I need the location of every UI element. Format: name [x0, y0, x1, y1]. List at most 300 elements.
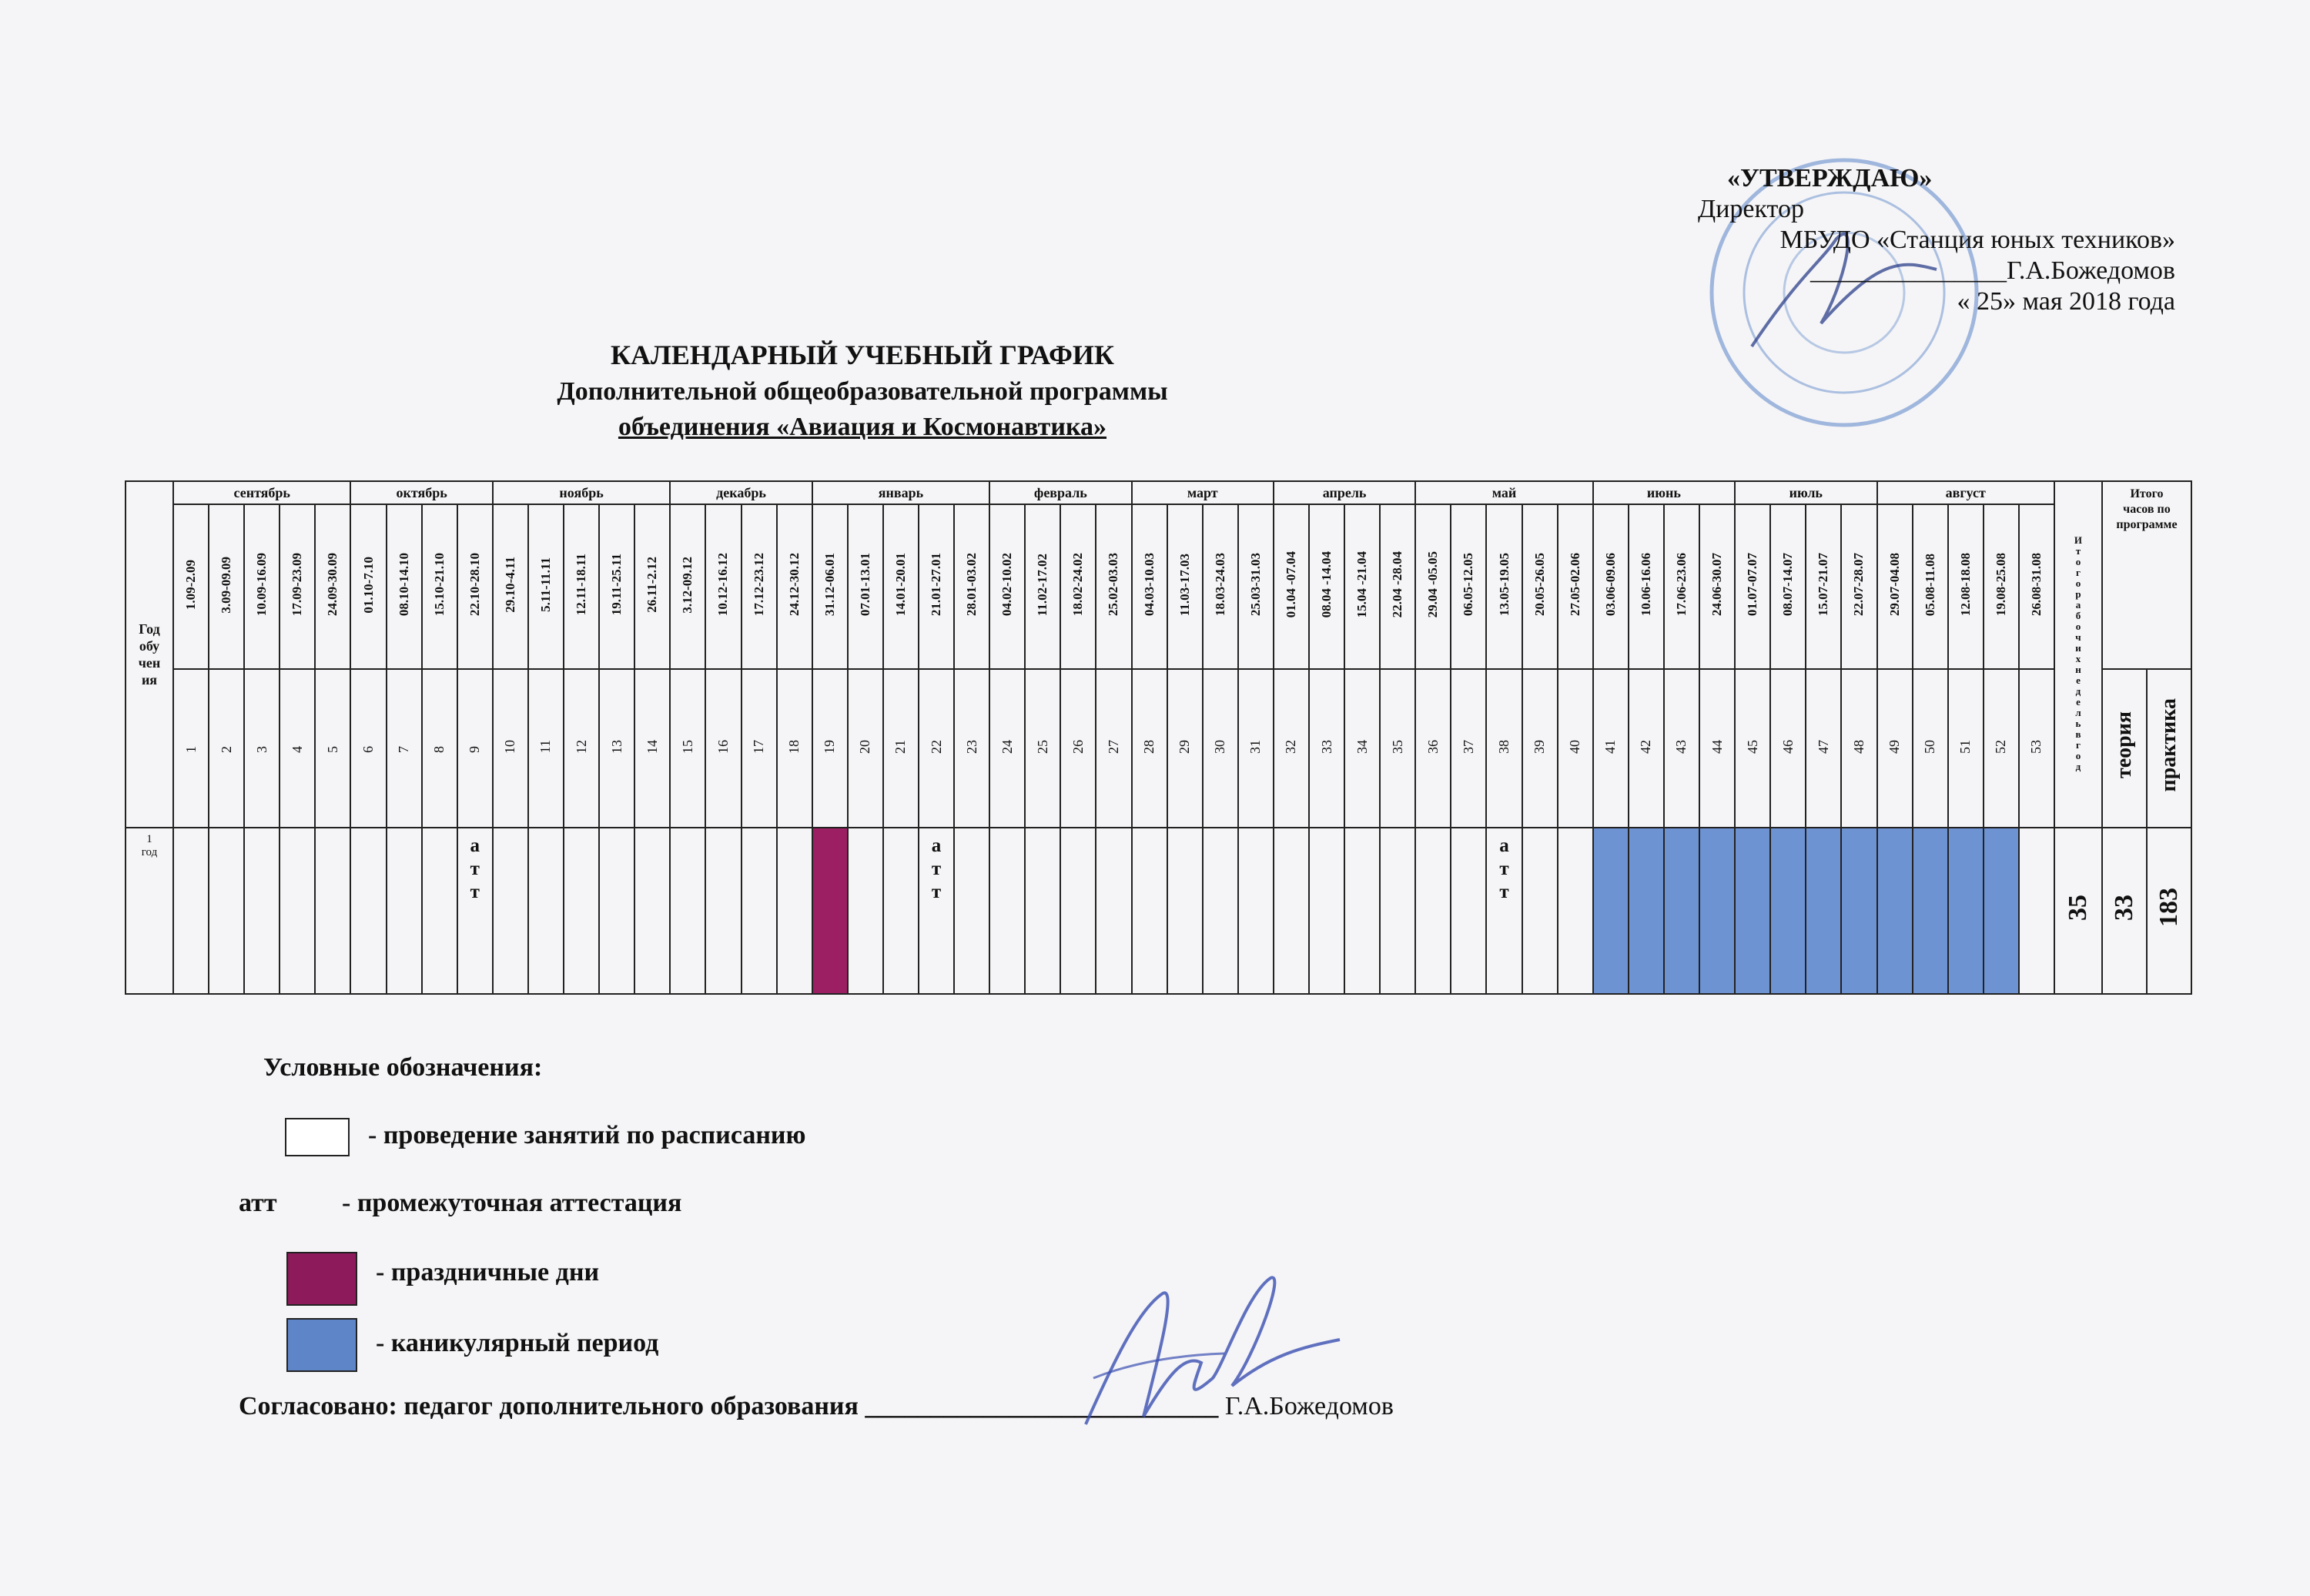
week-cell: [315, 828, 350, 994]
week-dates-header: [848, 504, 883, 669]
week-dates-header: [280, 504, 315, 669]
week-number-header-text: 23: [963, 739, 979, 754]
week-number-header: [742, 669, 777, 828]
week-dates-header: [777, 504, 812, 669]
week-number-header-text: 44: [1709, 739, 1725, 754]
month-header-text: декабрь: [716, 484, 766, 500]
vacation-cell: [1913, 828, 1948, 994]
week-dates-header-text: 11.02-17.02: [1035, 553, 1050, 617]
week-number-header-text: 45: [1744, 739, 1760, 754]
week-dates-header-text: 18.02-24.02: [1070, 553, 1086, 617]
week-cell: [954, 828, 989, 994]
week-dates-header-text: 27.05-02.06: [1567, 553, 1582, 617]
week-number-header-text: 31: [1247, 739, 1264, 754]
week-number-header-text: 22: [928, 739, 944, 754]
week-cell: [1025, 828, 1060, 994]
week-dates-header-text: 19.08-25.08: [1993, 553, 2008, 617]
vacation-cell: [1841, 828, 1876, 994]
year-header: [126, 481, 173, 828]
week-dates-header: [1735, 504, 1770, 669]
week-dates-header: [1948, 504, 1984, 669]
month-header-text: февраль: [1033, 484, 1087, 500]
week-number-header: [457, 669, 493, 828]
week-cell: [599, 828, 634, 994]
approval-date: « 25» мая 2018 года: [1957, 287, 2175, 316]
week-dates-header: [1664, 504, 1699, 669]
week-dates-header-text: 04.02-10.02: [999, 553, 1015, 617]
week-dates-header-text: 3.12-09.12: [680, 556, 695, 614]
week-dates-header: [528, 504, 564, 669]
week-dates-header-text: 03.06-09.06: [1602, 553, 1618, 617]
week-dates-header: [1132, 504, 1167, 669]
agreement-teacher-name: Г.А.Божедомов: [1224, 1392, 1394, 1420]
vacation-cell: [1806, 828, 1841, 994]
week-dates-header: [457, 504, 493, 669]
week-dates-header-text: 14.01-20.01: [892, 553, 908, 617]
month-header: [173, 481, 350, 504]
vacation-cell: [1770, 828, 1806, 994]
vacation-cell: [1735, 828, 1770, 994]
week-dates-header: [1558, 504, 1593, 669]
week-number-header: [1415, 669, 1451, 828]
week-number-header-text: 16: [715, 739, 731, 754]
week-dates-header: [1415, 504, 1451, 669]
week-number-header: [670, 669, 705, 828]
week-number-header-text: 43: [1673, 739, 1689, 754]
agreement-signature-line: ___________________________: [865, 1392, 1219, 1420]
week-cell: [280, 828, 315, 994]
week-cell: [173, 828, 209, 994]
week-dates-header: [1593, 504, 1629, 669]
week-cell: [528, 828, 564, 994]
week-cell: [1344, 828, 1380, 994]
legend-title: Условные обозначения:: [263, 1053, 543, 1082]
week-dates-header-text: 26.11-2.12: [644, 557, 660, 613]
week-cell: [1238, 828, 1274, 994]
week-number-header: [1984, 669, 2019, 828]
month-header: [493, 481, 670, 504]
week-number-header-text: 28: [1141, 739, 1157, 754]
month-header-text: апрель: [1322, 484, 1367, 500]
week-number-header-text: 53: [2028, 739, 2044, 754]
week-number-header: [1522, 669, 1558, 828]
calendar-schedule-table: [125, 480, 2192, 995]
week-dates-header-text: 13.05-19.05: [1496, 553, 1512, 617]
week-number-header-text: 2: [218, 745, 234, 753]
agreement-label: Согласовано: педагог дополнительного образования: [239, 1392, 859, 1420]
week-dates-header-text: 20.05-26.05: [1532, 553, 1547, 617]
approval-heading: «УТВЕРЖДАЮ»: [1727, 164, 1933, 192]
week-number-header: [812, 669, 848, 828]
week-cell: [244, 828, 280, 994]
week-dates-header: [564, 504, 599, 669]
week-dates-header-text: 06.05-12.05: [1461, 553, 1476, 617]
week-number-header-text: 37: [1460, 739, 1476, 754]
week-number-header-text: 39: [1532, 739, 1548, 754]
week-dates-header: [599, 504, 634, 669]
approval-block: [1698, 163, 2175, 317]
week-number-header-text: 8: [431, 745, 447, 753]
week-number-header: [315, 669, 350, 828]
week-dates-header-text: 3.09-09.09: [219, 556, 234, 614]
theory-hours-value: [2102, 828, 2147, 994]
week-dates-header: [2019, 504, 2054, 669]
week-number-header-text: 14: [644, 739, 660, 754]
week-dates-header-text: 15.07-21.07: [1816, 553, 1831, 617]
week-number-header: [173, 669, 209, 828]
legend-holiday-text: - праздничные дни: [376, 1258, 600, 1287]
week-number-header-text: 6: [360, 745, 377, 753]
week-cell: [1274, 828, 1309, 994]
week-number-header-text: 40: [1567, 739, 1583, 754]
week-number-header: [1558, 669, 1593, 828]
week-number-header-text: 4: [289, 745, 305, 753]
week-dates-header: [1629, 504, 1664, 669]
week-dates-header-text: 29.07-04.08: [1886, 553, 1902, 617]
attestation-cell: [1486, 828, 1522, 994]
week-number-header: [1344, 669, 1380, 828]
total-weeks-header: [2054, 481, 2102, 828]
week-dates-header-text: 12.11-18.11: [574, 554, 589, 616]
week-number-header: [1167, 669, 1203, 828]
week-number-header: [1841, 669, 1876, 828]
week-number-header-text: 7: [396, 745, 412, 753]
week-dates-header-text: 10.06-16.06: [1638, 553, 1653, 617]
week-dates-header-text: 26.08-31.08: [2028, 553, 2044, 617]
week-number-header-text: 34: [1354, 739, 1370, 754]
week-number-header: [350, 669, 386, 828]
week-dates-header: [742, 504, 777, 669]
week-dates-header: [1238, 504, 1274, 669]
row-year-label-text: 1 год: [141, 833, 158, 858]
legend-vacation-swatch: [286, 1318, 357, 1372]
theory-header-text: теория: [2111, 711, 2136, 779]
week-dates-header-text: 11.03-17.03: [1177, 553, 1192, 617]
legend-holiday-swatch: [286, 1252, 357, 1306]
week-number-header: [1451, 669, 1486, 828]
vacation-cell: [1948, 828, 1984, 994]
legend-vacation-text: - каникулярный период: [376, 1329, 659, 1357]
week-dates-header: [1806, 504, 1841, 669]
month-header: [1132, 481, 1274, 504]
week-dates-header: [1699, 504, 1735, 669]
month-header-text: ноябрь: [559, 484, 604, 500]
week-number-header-text: 35: [1389, 739, 1405, 754]
attestation-cell: [919, 828, 954, 994]
week-dates-header-text: 29.04 -05.05: [1425, 551, 1441, 618]
week-number-header: [1877, 669, 1913, 828]
week-number-header-text: 11: [537, 739, 554, 754]
vacation-cell: [1984, 828, 2019, 994]
week-number-header: [1096, 669, 1131, 828]
week-cell: [1132, 828, 1167, 994]
week-number-header-text: 49: [1886, 739, 1903, 754]
legend-scheduled-swatch: [285, 1118, 350, 1156]
theory-hours-value-text: 33: [2109, 894, 2138, 921]
week-dates-header-text: 29.10-4.11: [502, 557, 517, 613]
week-number-header: [493, 669, 528, 828]
week-number-header-text: 17: [751, 739, 767, 754]
week-dates-header: [209, 504, 244, 669]
total-hours-header: [2102, 481, 2191, 669]
week-dates-header-text: 28.01-03.02: [964, 553, 979, 617]
week-cell: [1522, 828, 1558, 994]
legend-att-abbr: атт: [239, 1189, 277, 1217]
practice-header-text: практика: [2156, 698, 2181, 792]
week-cell: [2019, 828, 2054, 994]
month-header-text: январь: [878, 484, 924, 500]
week-number-header: [705, 669, 741, 828]
week-dates-header-text: 05.08-11.08: [1922, 553, 1937, 617]
legend-scheduled-text: - проведение занятий по расписанию: [368, 1121, 806, 1149]
week-number-header-text: 10: [502, 739, 518, 754]
week-number-header-text: 3: [253, 745, 270, 753]
year-header-text: Год обучения: [138, 621, 161, 688]
week-number-header: [1735, 669, 1770, 828]
week-dates-header: [1380, 504, 1415, 669]
week-dates-header-text: 08.04 -14.04: [1319, 551, 1334, 618]
week-number-header-text: 19: [822, 739, 838, 754]
attestation-mark: а т т: [1499, 835, 1509, 902]
total-weeks-value: [2054, 828, 2102, 994]
week-number-header-text: 21: [892, 739, 909, 754]
week-dates-header-text: 1.09-2.09: [183, 559, 199, 611]
week-number-header: [1913, 669, 1948, 828]
week-cell: [742, 828, 777, 994]
week-dates-header: [1096, 504, 1131, 669]
week-dates-header: [387, 504, 422, 669]
week-number-header: [422, 669, 457, 828]
week-dates-header: [1203, 504, 1238, 669]
total-weeks-value-text: 35: [2063, 894, 2092, 921]
week-dates-header: [812, 504, 848, 669]
week-dates-header-text: 08.10-14.10: [396, 553, 411, 617]
week-dates-header-text: 18.03-24.03: [1212, 553, 1227, 617]
week-number-header-text: 42: [1638, 739, 1654, 754]
week-number-header: [1274, 669, 1309, 828]
week-number-header-text: 48: [1850, 739, 1866, 754]
week-cell: [1167, 828, 1203, 994]
week-number-header: [848, 669, 883, 828]
attestation-cell: [457, 828, 493, 994]
week-dates-header-text: 19.11-25.11: [609, 554, 624, 616]
week-dates-header-text: 08.07-14.07: [1780, 553, 1796, 617]
week-cell: [670, 828, 705, 994]
week-number-header: [1770, 669, 1806, 828]
week-dates-header-text: 01.10-7.10: [360, 556, 376, 614]
month-header: [1274, 481, 1415, 504]
week-dates-header-text: 5.11-11.11: [537, 557, 553, 612]
week-number-header: [1593, 669, 1629, 828]
month-header: [670, 481, 812, 504]
week-dates-header: [1913, 504, 1948, 669]
week-cell: [848, 828, 883, 994]
week-number-header-text: 46: [1779, 739, 1796, 754]
week-number-header: [1806, 669, 1841, 828]
week-number-header: [387, 669, 422, 828]
week-dates-header-text: 10.12-16.12: [715, 553, 731, 617]
week-cell: [634, 828, 670, 994]
month-header-text: октябрь: [396, 484, 447, 500]
week-dates-header: [1877, 504, 1913, 669]
practice-hours-value-text: 183: [2154, 888, 2183, 927]
total-weeks-header-text: Итого рабочих недель в год: [2074, 534, 2083, 772]
week-number-header-text: 25: [1034, 739, 1050, 754]
week-number-header-text: 12: [573, 739, 589, 754]
week-number-header-text: 30: [1212, 739, 1228, 754]
week-dates-header: [883, 504, 919, 669]
week-cell: [422, 828, 457, 994]
week-dates-header: [1167, 504, 1203, 669]
month-header: [812, 481, 989, 504]
week-dates-header: [1522, 504, 1558, 669]
week-cell: [989, 828, 1025, 994]
week-number-header: [1132, 669, 1167, 828]
week-number-header-text: 20: [857, 739, 873, 754]
document-title: КАЛЕНДАРНЫЙ УЧЕБНЫЙ ГРАФИК: [610, 340, 1115, 370]
week-dates-header-text: 25.03-31.03: [1247, 553, 1263, 617]
week-dates-header-text: 17.09-23.09: [290, 553, 305, 617]
week-cell: [350, 828, 386, 994]
week-dates-header: [1770, 504, 1806, 669]
week-dates-header: [350, 504, 386, 669]
month-header-text: сентябрь: [233, 484, 290, 500]
week-dates-header-text: 04.03-10.03: [1141, 553, 1157, 617]
week-cell: [564, 828, 599, 994]
month-header: [1877, 481, 2054, 504]
week-cell: [1380, 828, 1415, 994]
month-header-text: март: [1187, 484, 1218, 500]
week-number-header: [564, 669, 599, 828]
week-dates-header-text: 01.04 -07.04: [1283, 551, 1298, 618]
week-number-header: [1380, 669, 1415, 828]
week-number-header-text: 27: [1105, 739, 1121, 754]
week-dates-header: [315, 504, 350, 669]
total-hours-header-text: Итого часов по программе: [2116, 487, 2178, 531]
week-number-header-text: 1: [182, 745, 199, 753]
practice-header: [2147, 669, 2191, 828]
week-dates-header-text: 24.12-30.12: [786, 553, 802, 617]
week-dates-header-text: 17.06-23.06: [1673, 553, 1689, 617]
week-dates-header-text: 22.07-28.07: [1851, 553, 1866, 617]
week-number-header-text: 9: [467, 745, 483, 753]
week-cell: [1309, 828, 1344, 994]
week-dates-header: [919, 504, 954, 669]
week-dates-header: [1486, 504, 1522, 669]
week-number-header: [599, 669, 634, 828]
week-dates-header: [1025, 504, 1060, 669]
week-dates-header: [1309, 504, 1344, 669]
week-number-header: [989, 669, 1025, 828]
theory-header: [2102, 669, 2147, 828]
week-dates-header: [1344, 504, 1380, 669]
week-dates-header: [173, 504, 209, 669]
association-name: объединения «Авиация и Космонавтика»: [618, 413, 1107, 441]
week-number-header: [634, 669, 670, 828]
week-number-header-text: 51: [1957, 739, 1974, 754]
week-number-header: [1203, 669, 1238, 828]
week-number-header-text: 41: [1602, 739, 1619, 754]
week-number-header-text: 24: [999, 739, 1015, 754]
document-subtitle: Дополнительной общеобразовательной программы: [557, 377, 1168, 406]
month-header-text: июль: [1789, 484, 1823, 500]
week-dates-header-text: 21.01-27.01: [929, 553, 944, 617]
week-number-header-text: 26: [1070, 739, 1086, 754]
practice-hours-value: [2147, 828, 2191, 994]
month-header-text: август: [1945, 484, 1986, 500]
week-number-header: [777, 669, 812, 828]
attestation-mark: а т т: [931, 835, 942, 902]
week-dates-header: [1451, 504, 1486, 669]
week-dates-header: [244, 504, 280, 669]
week-dates-header-text: 01.07-07.07: [1745, 553, 1760, 617]
week-number-header-text: 52: [1993, 739, 2009, 754]
month-header: [1593, 481, 1735, 504]
week-number-header: [528, 669, 564, 828]
week-cell: [705, 828, 741, 994]
week-number-header: [1699, 669, 1735, 828]
month-header-text: май: [1491, 484, 1517, 500]
month-header: [350, 481, 492, 504]
week-number-header: [209, 669, 244, 828]
week-dates-header-text: 25.02-03.03: [1106, 553, 1121, 617]
week-dates-header-text: 24.06-30.07: [1709, 553, 1725, 617]
week-number-header: [244, 669, 280, 828]
week-dates-header: [1984, 504, 2019, 669]
row-year-label: [126, 828, 173, 994]
week-dates-header-text: 12.08-18.08: [1957, 553, 1973, 617]
week-dates-header: [1274, 504, 1309, 669]
week-dates-header-text: 07.01-13.01: [857, 553, 872, 617]
week-number-header-text: 32: [1283, 739, 1299, 754]
week-cell: [1415, 828, 1451, 994]
vacation-cell: [1877, 828, 1913, 994]
week-number-header: [2019, 669, 2054, 828]
week-number-header: [1025, 669, 1060, 828]
week-cell: [1558, 828, 1593, 994]
month-header: [989, 481, 1131, 504]
week-number-header-text: 47: [1815, 739, 1831, 754]
approval-organization: МБУДО «Станция юных техников»: [1779, 226, 2175, 254]
week-dates-header-text: 24.09-30.09: [325, 553, 340, 617]
week-dates-header: [954, 504, 989, 669]
week-number-header: [1486, 669, 1522, 828]
week-dates-header: [1841, 504, 1876, 669]
month-header: [1735, 481, 1876, 504]
approval-signer: _______________Г.А.Божедомов: [1810, 256, 2175, 285]
week-dates-header-text: 15.04 -21.04: [1354, 551, 1370, 618]
approval-position: Директор: [1698, 195, 1804, 223]
week-cell: [209, 828, 244, 994]
week-cell: [1451, 828, 1486, 994]
week-number-header-text: 38: [1496, 739, 1512, 754]
week-dates-header: [1060, 504, 1096, 669]
week-cell: [1203, 828, 1238, 994]
week-dates-header: [989, 504, 1025, 669]
week-number-header-text: 50: [1922, 739, 1938, 754]
week-dates-header-text: 22.04 -28.04: [1390, 551, 1405, 618]
week-dates-header: [493, 504, 528, 669]
week-number-header-text: 5: [324, 745, 340, 753]
week-number-header: [280, 669, 315, 828]
month-header-text: июнь: [1646, 484, 1681, 500]
week-number-header: [1664, 669, 1699, 828]
week-dates-header-text: 10.09-16.09: [254, 553, 270, 617]
vacation-cell: [1664, 828, 1699, 994]
week-number-header-text: 29: [1177, 739, 1193, 754]
vacation-cell: [1593, 828, 1629, 994]
week-dates-header: [705, 504, 741, 669]
